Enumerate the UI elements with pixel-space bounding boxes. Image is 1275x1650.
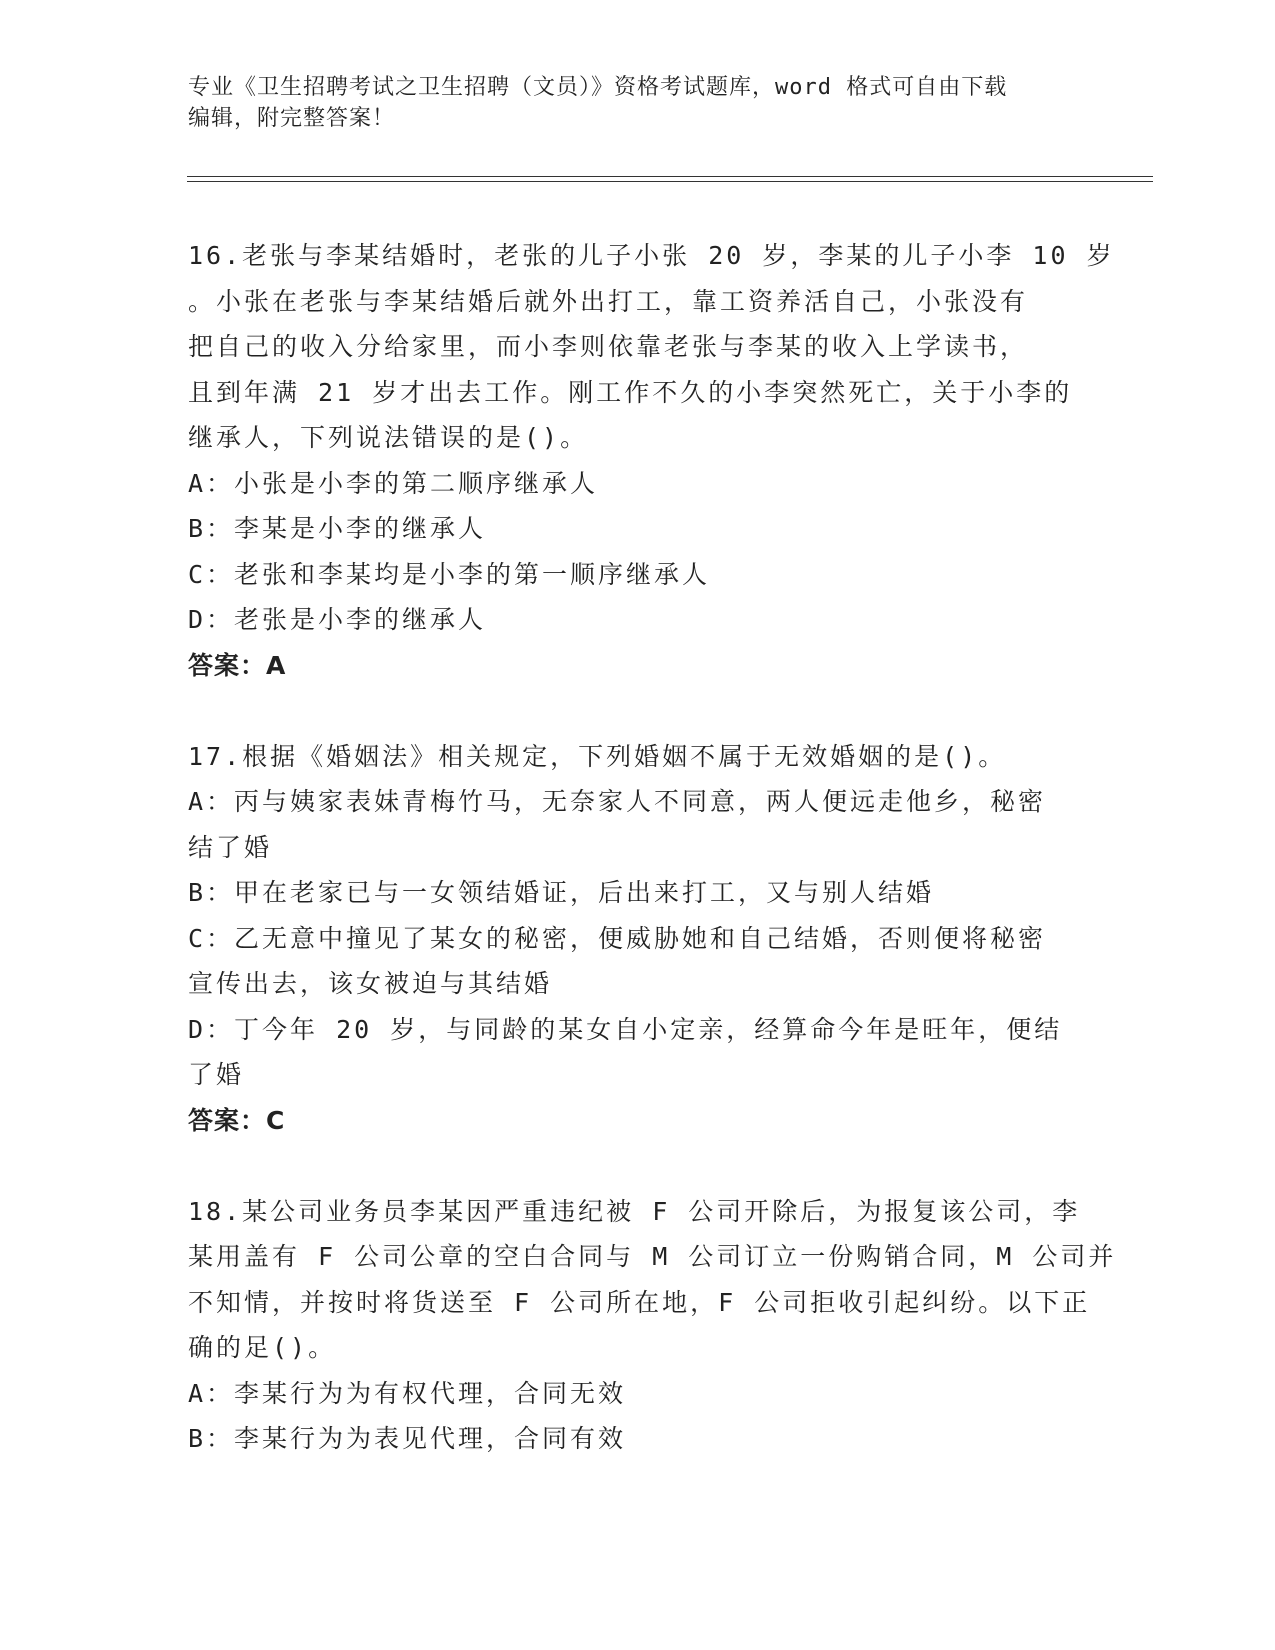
question-stem-line: 确的足()。 (188, 1333, 337, 1362)
option-line: D：老张是小李的继承人 (188, 605, 487, 634)
header-line: 专业《卫生招聘考试之卫生招聘（文员）》资格考试题库，word 格式可自由下载 (188, 75, 1008, 100)
question-stem-line: 18.某公司业务员李某因严重违纪被 F 公司开除后，为报复该公司，李 (188, 1196, 1081, 1226)
question-stem-line: 16.老张与李某结婚时，老张的儿子小张 20 岁，李某的儿子小李 10 岁 (188, 241, 1115, 270)
question-stem-line: 不知情，并按时将货送至 F 公司所在地，F 公司拒收引起纠纷。以下正 (188, 1287, 1091, 1317)
option-line: D：丁今年 20 岁，与同龄的某女自小定亲，经算命今年是旺年，便结 (188, 1014, 1063, 1044)
question-spacer (188, 1143, 1088, 1189)
option-line: 宣传出去，该女被迫与其结婚 (188, 969, 553, 998)
question-stem-line: 。小张在老张与李某结婚后就外出打工，靠工资养活自己，小张没有 (188, 286, 1029, 316)
question-stem-line: 17.根据《婚姻法》相关规定，下列婚姻不属于无效婚姻的是()。 (188, 741, 1007, 771)
question-list (188, 233, 1117, 1462)
header-divider-bottom (187, 181, 1153, 182)
answer-line: 答案：C (188, 1105, 286, 1135)
header-divider-top (187, 176, 1153, 177)
question-stem-line: 把自己的收入分给家里，而小李则依靠老张与李某的收入上学读书， (188, 332, 1029, 361)
header-line: 编辑，附完整答案！ (188, 106, 396, 131)
question-spacer (188, 688, 1088, 734)
question-block (188, 233, 1115, 688)
question-stem-line: 某用盖有 F 公司公章的空白合同与 M 公司订立一份购销合同，M 公司并 (188, 1242, 1117, 1271)
option-line: A：李某行为为有权代理，合同无效 (188, 1378, 627, 1408)
option-line: C：老张和李某均是小李的第一顺序继承人 (188, 559, 711, 589)
question-stem-line: 且到年满 21 岁才出去工作。刚工作不久的小李突然死亡，关于小李的 (188, 377, 1073, 407)
question-block (188, 1189, 1117, 1462)
option-line: B：李某行为为表见代理，合同有效 (188, 1424, 627, 1453)
option-line: 了婚 (188, 1060, 245, 1089)
option-line: A：小张是小李的第二顺序继承人 (188, 468, 599, 498)
question-stem-line: 继承人，下列说法错误的是()。 (188, 423, 589, 452)
option-line: B：李某是小李的继承人 (188, 514, 487, 543)
question-block (188, 734, 1088, 1144)
answer-line: 答案：A (188, 650, 287, 680)
option-line: B：甲在老家已与一女领结婚证，后出来打工，又与别人结婚 (188, 878, 935, 907)
document-header (188, 72, 1088, 134)
option-line: A：丙与姨家表妹青梅竹马，无奈家人不同意，两人便远走他乡，秘密 (188, 787, 1047, 816)
option-line: 结了婚 (188, 832, 273, 862)
option-line: C：乙无意中撞见了某女的秘密，便威胁她和自己结婚，否则便将秘密 (188, 923, 1047, 953)
